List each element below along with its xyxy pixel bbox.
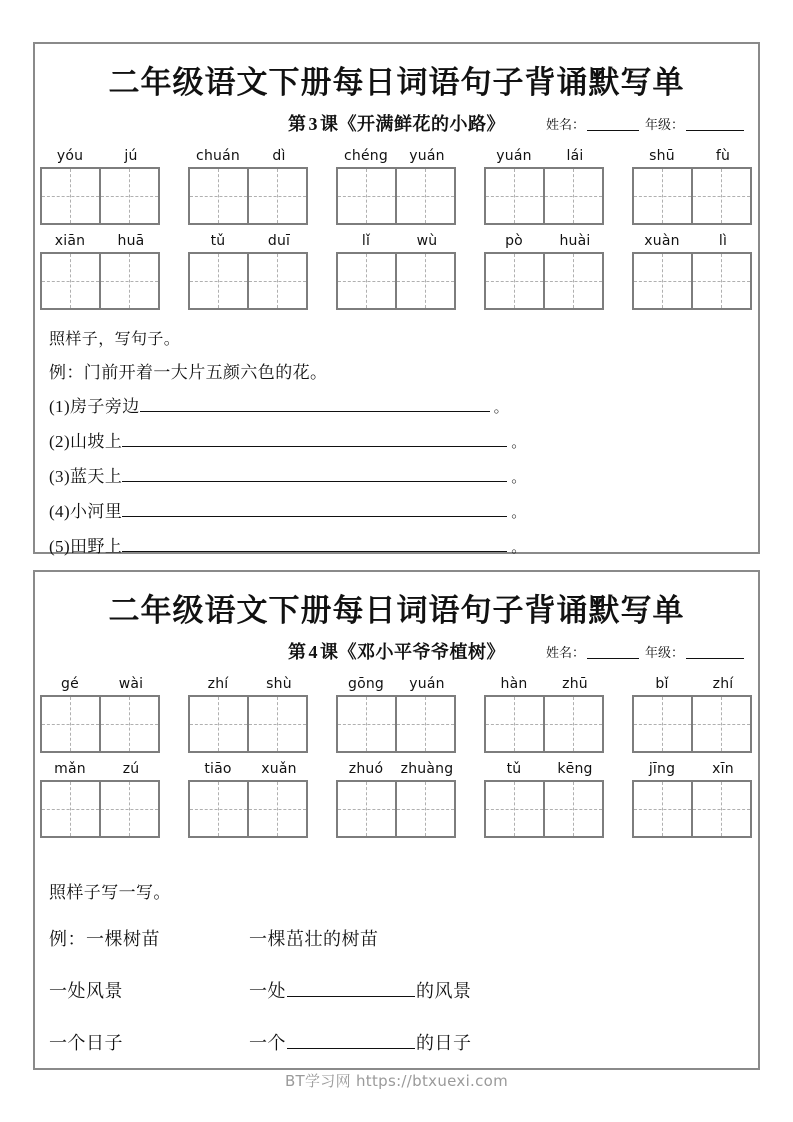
phrase-pair-lines [49, 925, 758, 1055]
phrase-pair-line [49, 1029, 758, 1055]
pinyin-syllable: shū [649, 148, 675, 165]
tianzige-cell-pair [484, 695, 606, 753]
tianzige-cell-pair [632, 780, 754, 838]
line-stem: (1)房子旁边 [49, 396, 140, 416]
pinyin-grid-row-1 [35, 676, 758, 753]
tianzige-cell-pair [484, 780, 606, 838]
pinyin-syllable: xiān [54, 232, 86, 249]
pinyin-pair [484, 676, 606, 693]
tianzige-writing-cell[interactable] [188, 252, 249, 310]
word-group [40, 676, 162, 753]
pinyin-syllable: zhū [562, 676, 588, 693]
tianzige-writing-cell[interactable] [632, 780, 693, 838]
worksheet-page-lesson-4 [33, 570, 760, 1070]
tianzige-cell-pair [40, 780, 162, 838]
answer-blank[interactable] [287, 981, 415, 997]
tianzige-writing-cell[interactable] [99, 252, 160, 310]
tianzige-cell-pair [188, 695, 310, 753]
phrase-right [249, 925, 379, 951]
pinyin-pair [188, 148, 310, 165]
word-group [484, 233, 606, 310]
tianzige-cell-pair [336, 695, 458, 753]
watermark: BT学习网 https://btxuexi.com [284, 1072, 509, 1090]
tianzige-cell-pair [336, 252, 458, 310]
pinyin-syllable: gé [61, 676, 79, 693]
page-title: 二年级语文下册每日词语句子背诵默写单 [108, 593, 685, 628]
pinyin-syllable: lǐ [361, 232, 371, 249]
pinyin-syllable: yuán [409, 148, 445, 165]
tianzige-cell-pair [484, 252, 606, 310]
pinyin-grid-row-2 [35, 761, 758, 838]
pinyin-syllable: mǎn [54, 760, 86, 777]
name-label: 姓名： [545, 117, 585, 133]
lesson-title: 《邓小平爷爷植树》 [338, 642, 505, 663]
name-label: 姓名： [545, 645, 585, 661]
lesson-title: 《开满鲜花的小路》 [338, 114, 505, 135]
pinyin-syllable: jīng [648, 760, 676, 777]
period-mark: 。 [511, 434, 527, 451]
line-stem: (2)山坡上 [49, 431, 123, 451]
exercise-prompt: 照样子写一写。 [49, 882, 171, 902]
answer-blank[interactable] [287, 1033, 415, 1049]
pinyin-syllable: wài [118, 676, 144, 693]
lesson-prefix: 第 [288, 642, 307, 663]
tianzige-cell-pair [40, 252, 162, 310]
tianzige-writing-cell[interactable] [484, 252, 545, 310]
pinyin-syllable: duī [267, 232, 291, 249]
pinyin-syllable: lái [566, 148, 584, 165]
tianzige-writing-cell[interactable] [188, 167, 249, 225]
answer-blank[interactable] [122, 432, 507, 447]
exercise-prompt: 照样子，写句子。 [49, 330, 181, 348]
grade-input-blank[interactable] [686, 117, 744, 131]
phrase-right-prefix: 一处 [249, 980, 286, 1001]
pinyin-pair [632, 761, 754, 778]
word-group [484, 761, 606, 838]
pinyin-pair [336, 761, 458, 778]
line-stem: (4)小河里 [49, 501, 123, 521]
pinyin-syllable: dì [272, 148, 286, 165]
line-stem: (5)田野上 [49, 536, 123, 556]
tianzige-writing-cell[interactable] [99, 167, 160, 225]
tianzige-writing-cell[interactable] [40, 167, 101, 225]
grade-label: 年级： [644, 645, 684, 661]
pinyin-syllable: kēng [557, 760, 593, 777]
pinyin-syllable: chuán [196, 148, 240, 165]
fill-in-lines [49, 392, 758, 557]
tianzige-writing-cell[interactable] [691, 167, 752, 225]
pinyin-syllable: tǔ [210, 232, 226, 249]
pinyin-syllable: huài [559, 232, 591, 249]
tianzige-writing-cell[interactable] [691, 252, 752, 310]
pinyin-syllable: lì [718, 232, 728, 249]
tianzige-cell-pair [632, 695, 754, 753]
tianzige-writing-cell[interactable] [247, 167, 308, 225]
pinyin-syllable: tǔ [506, 760, 522, 777]
lesson-suffix: 课 [320, 114, 339, 135]
word-group [336, 233, 458, 310]
worksheet-page-lesson-3 [33, 42, 760, 554]
word-group [336, 761, 458, 838]
pinyin-syllable: tiāo [204, 760, 232, 777]
tianzige-writing-cell[interactable] [543, 167, 604, 225]
tianzige-writing-cell[interactable] [188, 695, 249, 753]
lesson-number: 4 [308, 642, 318, 663]
tianzige-writing-cell[interactable] [691, 780, 752, 838]
period-mark: 。 [511, 539, 527, 556]
page-title: 二年级语文下册每日词语句子背诵默写单 [108, 65, 685, 100]
sentence-exercise-section [35, 326, 758, 557]
tianzige-cell-pair [188, 252, 310, 310]
pinyin-syllable: pò [505, 232, 523, 249]
answer-blank[interactable] [122, 537, 507, 552]
pinyin-syllable: hàn [500, 676, 528, 693]
lesson-prefix: 第 [288, 114, 307, 135]
word-group [188, 676, 310, 753]
tianzige-writing-cell[interactable] [395, 695, 456, 753]
tianzige-cell-pair [40, 695, 162, 753]
pinyin-syllable: yuán [409, 676, 445, 693]
pinyin-syllable: yuán [496, 148, 532, 165]
pinyin-pair [188, 761, 310, 778]
tianzige-cell-pair [632, 252, 754, 310]
answer-blank[interactable] [122, 502, 507, 517]
fill-in-line [49, 462, 758, 487]
period-mark: 。 [493, 399, 510, 416]
pinyin-pair [336, 233, 458, 250]
pinyin-syllable: wù [416, 232, 438, 249]
pinyin-syllable: xīn [712, 760, 734, 777]
tianzige-writing-cell[interactable] [395, 252, 456, 310]
pinyin-pair [40, 676, 162, 693]
word-group [40, 761, 162, 838]
tianzige-writing-cell[interactable] [336, 780, 397, 838]
pinyin-pair [632, 148, 754, 165]
subtitle-row [35, 638, 758, 668]
fill-in-line [49, 427, 758, 452]
pinyin-syllable: zhí [712, 676, 734, 693]
word-group [484, 676, 606, 753]
word-group [632, 676, 754, 753]
word-group [484, 148, 606, 225]
pinyin-syllable: fù [715, 148, 731, 165]
fill-in-line [49, 497, 758, 522]
tianzige-writing-cell[interactable] [691, 695, 752, 753]
pinyin-pair [40, 233, 162, 250]
tianzige-writing-cell[interactable] [247, 252, 308, 310]
tianzige-writing-cell[interactable] [188, 780, 249, 838]
tianzige-writing-cell[interactable] [40, 780, 101, 838]
word-group [336, 148, 458, 225]
pinyin-syllable: chéng [344, 148, 388, 165]
word-group [632, 148, 754, 225]
tianzige-writing-cell[interactable] [336, 167, 397, 225]
tianzige-writing-cell[interactable] [336, 252, 397, 310]
pinyin-pair [188, 676, 310, 693]
tianzige-writing-cell[interactable] [99, 695, 160, 753]
word-phrase-exercise-section [35, 878, 758, 1055]
phrase-right [249, 1029, 472, 1055]
word-group [40, 148, 162, 225]
pinyin-syllable: zhuàng [400, 760, 454, 777]
pinyin-syllable: huā [117, 232, 145, 249]
period-mark: 。 [511, 469, 527, 486]
name-input-blank[interactable] [587, 117, 639, 131]
phrase-right-suffix: 的风景 [416, 980, 472, 1001]
pinyin-pair [484, 233, 606, 250]
tianzige-cell-pair [484, 167, 606, 225]
tianzige-writing-cell[interactable] [484, 167, 545, 225]
pinyin-syllable: xuàn [644, 232, 680, 249]
lesson-number: 3 [308, 114, 318, 135]
pinyin-syllable: jú [124, 148, 138, 165]
pinyin-pair [40, 761, 162, 778]
name-input-blank[interactable] [587, 645, 639, 659]
tianzige-writing-cell[interactable] [543, 780, 604, 838]
tianzige-writing-cell[interactable] [40, 695, 101, 753]
tianzige-writing-cell[interactable] [99, 780, 160, 838]
pinyin-syllable: zú [122, 760, 140, 777]
lesson-suffix: 课 [320, 642, 339, 663]
period-mark: 。 [511, 504, 527, 521]
word-group [188, 761, 310, 838]
tianzige-writing-cell[interactable] [543, 252, 604, 310]
word-group [188, 233, 310, 310]
phrase-pair-line [49, 925, 758, 951]
pinyin-pair [484, 148, 606, 165]
pinyin-syllable: xuǎn [261, 760, 297, 777]
fill-in-line [49, 392, 758, 417]
tianzige-writing-cell[interactable] [484, 695, 545, 753]
pinyin-pair [188, 233, 310, 250]
tianzige-cell-pair [632, 167, 754, 225]
tianzige-writing-cell[interactable] [395, 167, 456, 225]
tianzige-writing-cell[interactable] [40, 252, 101, 310]
pinyin-pair [40, 148, 162, 165]
pinyin-syllable: zhí [207, 676, 229, 693]
pinyin-pair [632, 676, 754, 693]
phrase-right-prefix: 一棵茁壮的树苗 [249, 928, 379, 949]
pinyin-pair [336, 148, 458, 165]
tianzige-cell-pair [336, 167, 458, 225]
tianzige-writing-cell[interactable] [336, 695, 397, 753]
phrase-left: 例：一棵树苗 [49, 928, 160, 949]
phrase-pair-line [49, 977, 758, 1003]
pinyin-syllable: yóu [56, 148, 84, 165]
word-group [632, 761, 754, 838]
phrase-right-suffix: 的日子 [416, 1032, 472, 1053]
tianzige-writing-cell[interactable] [543, 695, 604, 753]
pinyin-syllable: zhuó [348, 760, 384, 777]
student-info-fields [546, 114, 744, 133]
tianzige-cell-pair [40, 167, 162, 225]
word-group [632, 233, 754, 310]
tianzige-writing-cell[interactable] [632, 695, 693, 753]
tianzige-writing-cell[interactable] [632, 252, 693, 310]
tianzige-cell-pair [188, 780, 310, 838]
pinyin-syllable: bǐ [655, 676, 669, 693]
answer-blank[interactable] [140, 397, 490, 412]
line-stem: (3)蓝天上 [49, 466, 123, 486]
word-group [188, 148, 310, 225]
tianzige-writing-cell[interactable] [484, 780, 545, 838]
grade-input-blank[interactable] [686, 645, 744, 659]
phrase-right-prefix: 一个 [249, 1032, 286, 1053]
tianzige-cell-pair [188, 167, 310, 225]
subtitle-row [35, 110, 758, 140]
phrase-right [249, 977, 472, 1003]
word-group [40, 233, 162, 310]
tianzige-writing-cell[interactable] [247, 695, 308, 753]
student-info-fields [546, 642, 744, 661]
tianzige-writing-cell[interactable] [247, 780, 308, 838]
pinyin-pair [632, 233, 754, 250]
word-group [336, 676, 458, 753]
phrase-left: 一个日子 [49, 1032, 123, 1053]
answer-blank[interactable] [122, 467, 507, 482]
pinyin-syllable: gōng [347, 676, 384, 693]
pinyin-grid-row-2 [35, 233, 758, 310]
exercise-example: 例：门前开着一大片五颜六色的花。 [49, 362, 328, 382]
phrase-left: 一处风景 [49, 980, 123, 1001]
tianzige-writing-cell[interactable] [395, 780, 456, 838]
pinyin-pair [336, 676, 458, 693]
pinyin-grid-row-1 [35, 148, 758, 225]
grade-label: 年级： [644, 117, 684, 133]
pinyin-pair [484, 761, 606, 778]
tianzige-cell-pair [336, 780, 458, 838]
tianzige-writing-cell[interactable] [632, 167, 693, 225]
fill-in-line [49, 532, 758, 557]
pinyin-syllable: shù [266, 676, 292, 693]
